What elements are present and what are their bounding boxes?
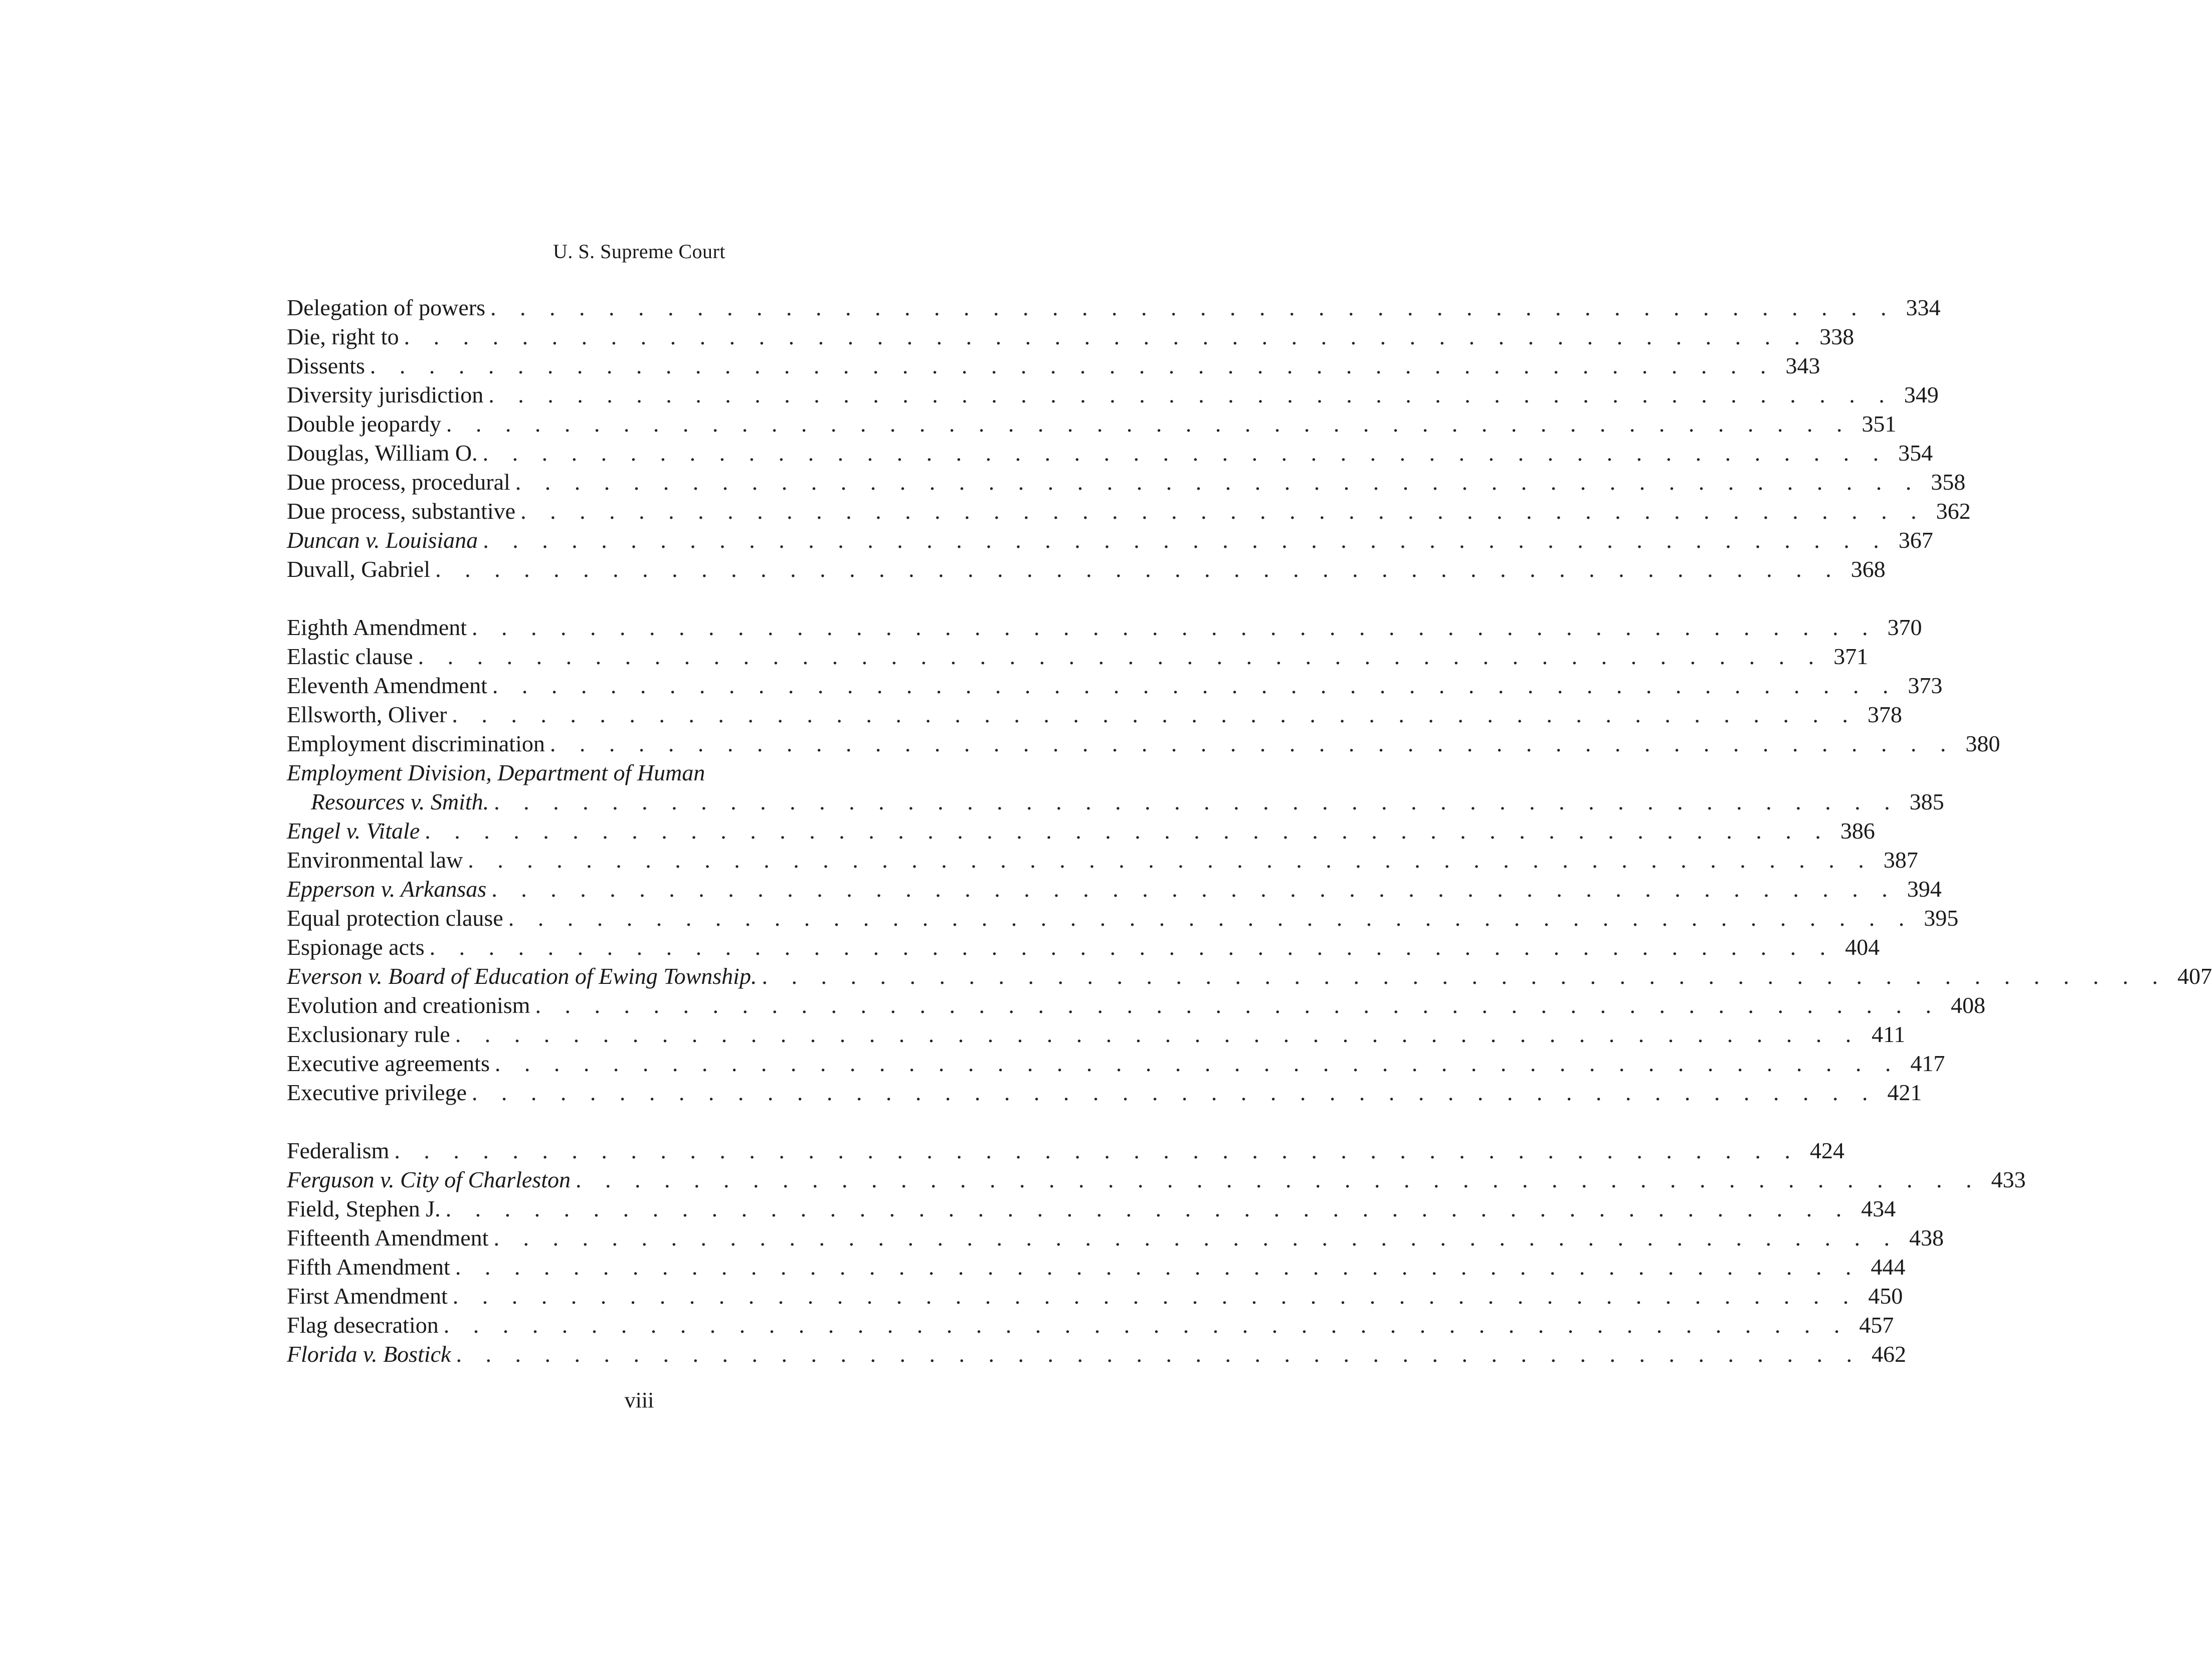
- running-head: U. S. Supreme Court: [553, 240, 725, 263]
- toc-group: [287, 293, 1971, 584]
- toc-entry: [287, 991, 1985, 1020]
- toc-entry-title: Due process, substantive: [287, 498, 516, 524]
- toc-entry-page: 434: [1861, 1196, 1896, 1221]
- toc-entry-title: Fifteenth Amendment: [287, 1225, 489, 1251]
- toc-entry: [287, 380, 1939, 409]
- toc-entry-page: 334: [1906, 295, 1941, 320]
- toc-entry: [287, 875, 1942, 904]
- toc-entry: [287, 904, 1959, 933]
- toc-entry-page: 358: [1931, 469, 1966, 495]
- toc-entry: [287, 1311, 1894, 1340]
- toc-entry-page: 343: [1785, 353, 1820, 378]
- toc-entry: [287, 468, 1966, 497]
- page-number: viii: [624, 1388, 654, 1412]
- dot-leader: . . . . . . . . . . . . . . . . . . . . . . . . . . . . . . . . . . . . . . . . . . . . . . . .: [492, 673, 1898, 698]
- toc-entry: [287, 613, 1922, 642]
- toc-entry-page: 395: [1924, 905, 1959, 931]
- toc-entry: [287, 293, 1941, 322]
- dot-leader: . . . . . . . . . . . . . . . . . . . . . . . . . . . . . . . . . . . . . . . . . . . . . . . .: [425, 818, 1830, 844]
- dot-leader: . . . . . . . . . . . . . . . . . . . . . . . . . . . . . . . . . . . . . . . . . . . . . . . .: [515, 469, 1921, 495]
- toc-entry-title: Douglas, William O.: [287, 440, 478, 466]
- dot-leader: . . . . . . . . . . . . . . . . . . . . . . . . . . . . . . . . . . . . . . . . . . . . . . . .: [494, 1051, 1900, 1076]
- dot-leader: . . . . . . . . . . . . . . . . . . . . . . . . . . . . . . . . . . . . . . . . . . . . . . . .: [456, 1341, 1861, 1367]
- toc-entry: [287, 409, 1897, 439]
- toc-entry-page: 417: [1910, 1051, 1945, 1076]
- toc-entry-title: Duvall, Gabriel: [287, 556, 431, 582]
- dot-leader: . . . . . . . . . . . . . . . . . . . . . . . . . . . . . . . . . . . . . . . . . . . . . . . .: [471, 1080, 1877, 1105]
- dot-leader: . . . . . . . . . . . . . . . . . . . . . . . . . . . . . . . . . . . . . . . . . . . . . . . .: [472, 614, 1877, 640]
- toc-entry-title: Fifth Amendment: [287, 1254, 450, 1280]
- toc-entry-page: 457: [1859, 1312, 1894, 1338]
- toc-group: [287, 1136, 2026, 1369]
- toc-entry: [287, 497, 1971, 526]
- toc-entry-page: 380: [1965, 731, 2000, 756]
- dot-leader: . . . . . . . . . . . . . . . . . . . . . . . . . . . . . . . . . . . . . . . . . . . . . . . .: [429, 934, 1835, 960]
- toc-entry-title: Die, right to: [287, 324, 399, 349]
- toc-entry-title: Double jeopardy: [287, 411, 441, 437]
- toc-entry-title: Federalism: [287, 1138, 390, 1163]
- toc-entry: [287, 816, 1875, 846]
- toc-entry-title: Eighth Amendment: [287, 614, 467, 640]
- toc-entry-page: 444: [1871, 1254, 1906, 1280]
- toc-entry: [287, 322, 1855, 351]
- toc-entry: [287, 1253, 1906, 1282]
- dot-leader: . . . . . . . . . . . . . . . . . . . . . . . . . . . . . . . . . . . . . . . . . . . . . . . .: [520, 498, 1926, 524]
- toc-entry: [287, 526, 1933, 555]
- toc-entry-page: 351: [1862, 411, 1897, 437]
- toc-entry-page: 368: [1851, 556, 1886, 582]
- toc-entry-title: Employment discrimination: [287, 731, 545, 756]
- table-of-contents: [287, 293, 2212, 1369]
- toc-entry-page: 371: [1833, 644, 1869, 669]
- toc-entry-title: Everson v. Board of Education of Ewing Township.: [287, 963, 757, 989]
- dot-leader: . . . . . . . . . . . . . . . . . . . . . . . . . . . . . . . . . . . . . . . . . . . . . . . .: [394, 1138, 1799, 1163]
- dot-leader: . . . . . . . . . . . . . . . . . . . . . . . . . . . . . . . . . . . . . . . . . . . . . . . .: [455, 1021, 1861, 1047]
- toc-entry-page: 450: [1868, 1283, 1903, 1309]
- toc-entry-title: Ellsworth, Oliver: [287, 702, 447, 727]
- toc-entry-title: Delegation of powers: [287, 295, 485, 320]
- dot-leader: . . . . . . . . . . . . . . . . . . . . . . . . . . . . . . . . . . . . . . . . . . . . . . . .: [762, 963, 2167, 989]
- toc-entry-title: Equal protection clause: [287, 905, 503, 931]
- toc-entry-page: 362: [1936, 498, 1971, 524]
- toc-entry: [287, 671, 1943, 700]
- toc-entry: [287, 1078, 1922, 1107]
- toc-entry-page: 433: [1991, 1167, 2026, 1192]
- toc-entry-title: Executive privilege: [287, 1080, 467, 1105]
- toc-entry-title-line: Employment Division, Department of Human: [287, 760, 705, 785]
- toc-entry: [287, 1223, 1944, 1253]
- dot-leader: . . . . . . . . . . . . . . . . . . . . . . . . . . . . . . . . . . . . . . . . . . . . . . . .: [488, 382, 1894, 407]
- dot-leader: . . . . . . . . . . . . . . . . . . . . . . . . . . . . . . . . . . . . . . . . . . . . . . . .: [452, 1283, 1858, 1309]
- toc-entry-page: 373: [1908, 673, 1943, 698]
- toc-entry-page: 354: [1898, 440, 1933, 466]
- toc-entry-title: Ferguson v. City of Charleston: [287, 1167, 571, 1192]
- toc-entry-page: 462: [1871, 1341, 1906, 1367]
- toc-entry-title: Eleventh Amendment: [287, 673, 487, 698]
- toc-entry-title: Resources v. Smith.: [311, 789, 489, 814]
- dot-leader: . . . . . . . . . . . . . . . . . . . . . . . . . . . . . . . . . . . . . . . . . . . . . . . .: [404, 324, 1809, 349]
- toc-entry-page: 394: [1907, 876, 1942, 902]
- toc-entry-title: Environmental law: [287, 847, 463, 873]
- toc-entry-title: Executive agreements: [287, 1051, 490, 1076]
- toc-entry-page: 385: [1909, 789, 1944, 814]
- toc-entry-page: 411: [1871, 1021, 1906, 1047]
- toc-entry: [287, 1020, 1906, 1049]
- dot-leader: . . . . . . . . . . . . . . . . . . . . . . . . . . . . . . . . . . . . . . . . . . . . . . . .: [455, 1254, 1861, 1280]
- toc-entry-page: 438: [1909, 1225, 1944, 1251]
- dot-leader: . . . . . . . . . . . . . . . . . . . . . . . . . . . . . . . . . . . . . . . . . . . . . . . .: [446, 411, 1852, 437]
- dot-leader: . . . . . . . . . . . . . . . . . . . . . . . . . . . . . . . . . . . . . . . . . . . . . . . .: [494, 789, 1899, 814]
- toc-entry: [287, 1136, 1845, 1165]
- dot-leader: . . . . . . . . . . . . . . . . . . . . . . . . . . . . . . . . . . . . . . . . . . . . . . . .: [418, 644, 1823, 669]
- toc-entry: [287, 933, 1880, 962]
- toc-entry-page: 407: [2177, 963, 2212, 989]
- toc-entry-title: Evolution and creationism: [287, 992, 530, 1018]
- toc-entry: [287, 962, 2212, 991]
- dot-leader: . . . . . . . . . . . . . . . . . . . . . . . . . . . . . . . . . . . . . . . . . . . . . . . .: [445, 1196, 1851, 1221]
- toc-entry-title: Due process, procedural: [287, 469, 510, 495]
- toc-entry-title: Elastic clause: [287, 644, 413, 669]
- toc-entry-title: First Amendment: [287, 1283, 448, 1309]
- toc-entry: [287, 555, 1886, 584]
- dot-leader: . . . . . . . . . . . . . . . . . . . . . . . . . . . . . . . . . . . . . . . . . . . . . . . .: [482, 440, 1888, 466]
- toc-entry: [287, 1194, 1896, 1223]
- toc-entry: [287, 439, 1933, 468]
- toc-group: [287, 613, 2212, 1107]
- toc-entry-title: Engel v. Vitale: [287, 818, 420, 844]
- dot-leader: . . . . . . . . . . . . . . . . . . . . . . . . . . . . . . . . . . . . . . . . . . . . . . . .: [468, 847, 1873, 873]
- toc-entry-page: 370: [1887, 614, 1922, 640]
- toc-entry-page: 386: [1840, 818, 1875, 844]
- toc-entry: [287, 846, 1918, 875]
- dot-leader: . . . . . . . . . . . . . . . . . . . . . . . . . . . . . . . . . . . . . . . . . . . . . . . .: [535, 992, 1940, 1018]
- toc-entry-title: Espionage acts: [287, 934, 425, 960]
- toc-entry-page: 421: [1887, 1080, 1922, 1105]
- toc-entry-page: 349: [1904, 382, 1939, 407]
- dot-leader: . . . . . . . . . . . . . . . . . . . . . . . . . . . . . . . . . . . . . . . . . . . . . . . .: [435, 556, 1840, 582]
- toc-entry: [287, 700, 1902, 729]
- toc-entry: [287, 1340, 1906, 1369]
- toc-entry-page: 404: [1845, 934, 1880, 960]
- toc-entry: [287, 729, 2000, 758]
- dot-leader: . . . . . . . . . . . . . . . . . . . . . . . . . . . . . . . . . . . . . . . . . . . . . . . .: [493, 1225, 1899, 1251]
- toc-entry-title: Dissents: [287, 353, 365, 378]
- dot-leader: . . . . . . . . . . . . . . . . . . . . . . . . . . . . . . . . . . . . . . . . . . . . . . . .: [508, 905, 1914, 931]
- toc-entry-title: Florida v. Bostick: [287, 1341, 451, 1367]
- toc-entry: [287, 1282, 1903, 1311]
- dot-leader: . . . . . . . . . . . . . . . . . . . . . . . . . . . . . . . . . . . . . . . . . . . . . . . .: [491, 876, 1897, 902]
- toc-entry: [287, 642, 1869, 671]
- toc-entry: [287, 1049, 1945, 1078]
- toc-entry-page: 338: [1819, 324, 1855, 349]
- toc-entry: [287, 351, 1820, 380]
- toc-entry-title: Field, Stephen J.: [287, 1196, 441, 1221]
- dot-leader: . . . . . . . . . . . . . . . . . . . . . . . . . . . . . . . . . . . . . . . . . . . . . . . .: [443, 1312, 1849, 1338]
- toc-entry-page: 424: [1809, 1138, 1845, 1163]
- toc-entry-title: Epperson v. Arkansas: [287, 876, 487, 902]
- dot-leader: . . . . . . . . . . . . . . . . . . . . . . . . . . . . . . . . . . . . . . . . . . . . . . . .: [549, 731, 1955, 756]
- toc-entry-title: Duncan v. Louisiana: [287, 527, 478, 553]
- dot-leader: . . . . . . . . . . . . . . . . . . . . . . . . . . . . . . . . . . . . . . . . . . . . . . . .: [452, 702, 1857, 727]
- toc-entry-title: Flag desecration: [287, 1312, 439, 1338]
- dot-leader: . . . . . . . . . . . . . . . . . . . . . . . . . . . . . . . . . . . . . . . . . . . . . . . .: [370, 353, 1775, 378]
- dot-leader: . . . . . . . . . . . . . . . . . . . . . . . . . . . . . . . . . . . . . . . . . . . . . . . .: [576, 1167, 1981, 1192]
- toc-entry: [287, 787, 1944, 816]
- toc-entry-page: 387: [1883, 847, 1918, 873]
- toc-entry-title: Diversity jurisdiction: [287, 382, 484, 407]
- dot-leader: . . . . . . . . . . . . . . . . . . . . . . . . . . . . . . . . . . . . . . . . . . . . . . . .: [490, 295, 1896, 320]
- toc-entry-page: 367: [1898, 527, 1933, 553]
- dot-leader: . . . . . . . . . . . . . . . . . . . . . . . . . . . . . . . . . . . . . . . . . . . . . . . .: [483, 527, 1888, 553]
- toc-entry-page: 378: [1867, 702, 1902, 727]
- toc-entry-title: Exclusionary rule: [287, 1021, 450, 1047]
- toc-entry: [287, 1165, 2026, 1194]
- toc-entry-page: 408: [1950, 992, 1985, 1018]
